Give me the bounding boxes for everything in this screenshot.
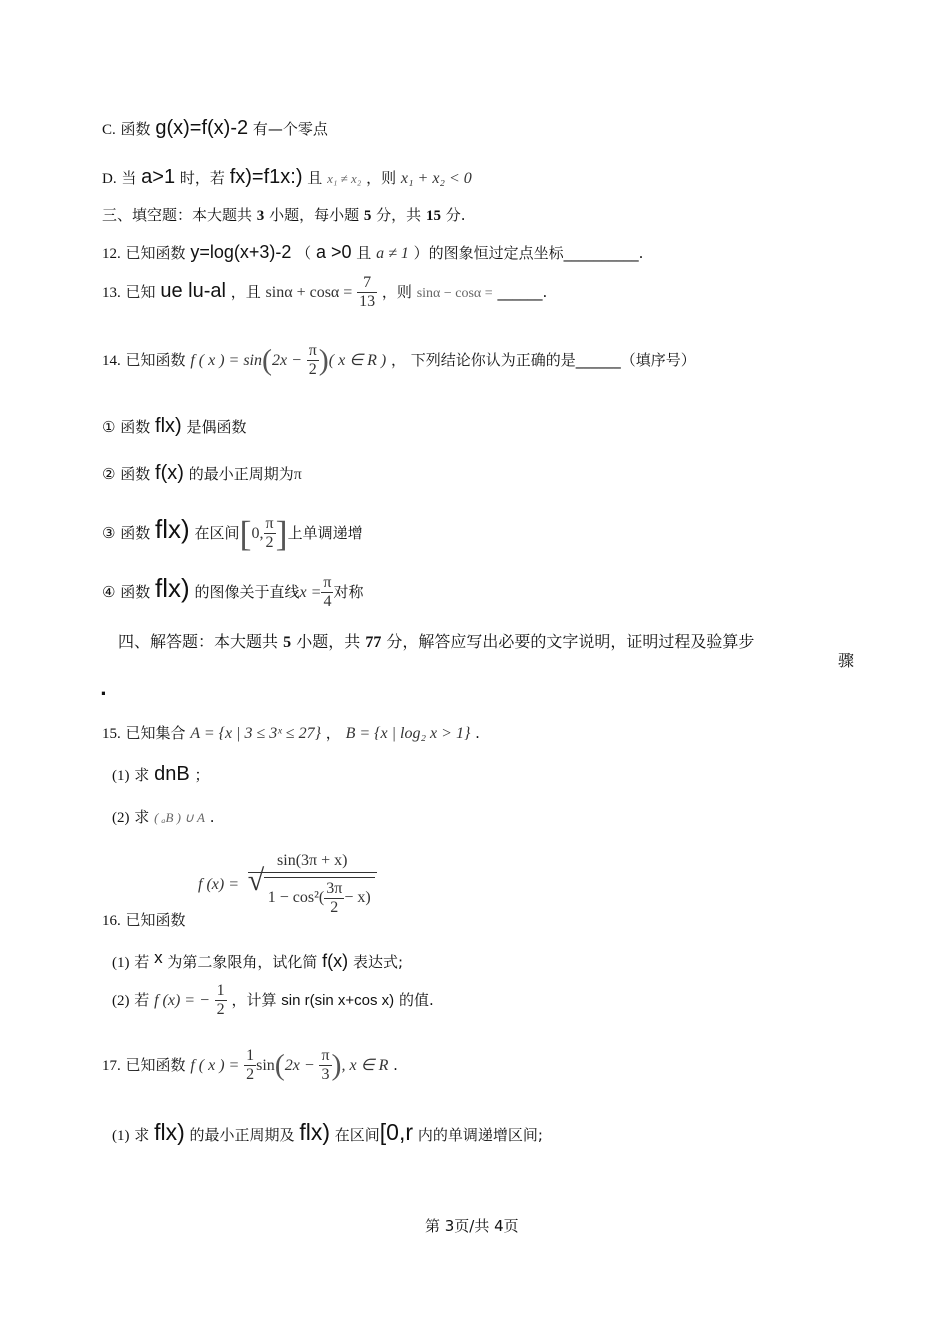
numerator: π (308, 342, 317, 359)
formula: flx) (154, 1119, 185, 1145)
text: 分，共 (376, 206, 422, 224)
option-c (102, 118, 328, 140)
number: 77 (365, 634, 382, 651)
formula: flx) (155, 573, 190, 603)
text: 函数 (120, 418, 151, 436)
text: 为第二象限角，试化简 (167, 953, 318, 971)
option-mark: ② (102, 465, 116, 483)
conclusion-3 (102, 515, 363, 552)
text: . (393, 1056, 398, 1074)
text: . (209, 808, 215, 826)
formula: a >0 (315, 242, 352, 262)
fraction (215, 982, 227, 1019)
text: 的值. (398, 991, 434, 1009)
text: 已知集合 (125, 724, 186, 742)
fraction (324, 880, 344, 917)
number: 5 (283, 634, 292, 651)
numerator: 7 (357, 274, 377, 293)
question-16-part-1 (112, 948, 403, 973)
math: sinα + cosα = (265, 284, 353, 301)
numerator: 3π (326, 880, 343, 897)
text: 小题，共 (296, 632, 361, 651)
text: 已知 (125, 283, 156, 301)
math: x = (299, 584, 322, 601)
number: 15 (425, 208, 441, 224)
numerator: 1 (246, 1047, 255, 1064)
fraction (264, 515, 276, 552)
radical (264, 877, 375, 917)
math: 2x − (284, 1057, 315, 1074)
text: 函数 (120, 524, 151, 542)
variable: x (154, 948, 163, 967)
formula: ue lu-al (160, 280, 226, 302)
bracket: ] (275, 513, 288, 554)
math: f (x) = (198, 876, 239, 893)
numerator: sin(3π + x) (248, 852, 377, 873)
question-16 (102, 910, 186, 931)
question-number: 16. (102, 913, 121, 929)
text: ； (194, 766, 210, 784)
text: 三、填空题：本大题共 (102, 206, 253, 224)
option-label: D. (102, 171, 117, 187)
question-16-part-2 (112, 982, 434, 1019)
number: 5 (363, 208, 372, 224)
option-label: C. (102, 122, 116, 138)
conclusion-1 (102, 416, 247, 437)
part-label: (2) (112, 810, 130, 826)
question-17-part-1 (112, 1119, 543, 1146)
numerator: π (323, 574, 332, 591)
formula: fx)=f1x:) (229, 166, 303, 188)
formula: y=log(x+3)-2 (190, 242, 292, 262)
set-b: B = {x | log₂ x > 1} (345, 725, 471, 742)
math: f (x) = − (154, 992, 210, 1009)
math: a ≠ 1 (376, 245, 409, 262)
math: 2x − (272, 352, 302, 369)
text: 的最小正周期为 (188, 465, 294, 483)
formula: flx) (299, 1119, 330, 1145)
text: 求 (134, 1126, 150, 1144)
question-12 (102, 242, 643, 264)
denominator: 2 (216, 1001, 225, 1018)
formula: [0,r (379, 1119, 414, 1145)
math: , x ∈ R (341, 1057, 389, 1074)
number: 3 (256, 208, 265, 224)
formula: g(x)=f(x)-2 (155, 117, 249, 139)
formula: flx) (155, 415, 182, 437)
text: ， 下列结论你认为正确的是______（填序号） (391, 351, 696, 369)
text: （ (296, 244, 312, 262)
text: 分，解答应写出必要的文字说明，证明过程及验算步 (386, 632, 755, 651)
text: 且 (307, 169, 323, 187)
text: 小题，每小题 (269, 206, 360, 224)
math: f ( x ) = (190, 1057, 240, 1074)
part-label: (1) (112, 955, 130, 971)
math: f ( x ) = sin (190, 352, 262, 369)
bracket: [ (239, 513, 252, 554)
section-heading-4-dot: . (100, 679, 107, 700)
text: 上单调递增 (287, 524, 363, 542)
paren: ( (274, 1048, 285, 1082)
page-footer: 第 3页/共 4页 (425, 1217, 519, 1235)
formula: sin r(sin x+cos x) (281, 992, 395, 1009)
denominator: 2 (308, 361, 317, 378)
question-17 (102, 1047, 398, 1084)
text: 在区间 (334, 1126, 380, 1144)
part-label: (1) (112, 768, 130, 784)
formula: f(x) (322, 951, 349, 971)
text: ）的图象恒过定点坐标__________. (413, 244, 644, 262)
text: 若 (134, 991, 150, 1009)
text: 已知函数 (125, 911, 186, 929)
question-13 (102, 274, 547, 311)
text: 函数 (120, 120, 151, 138)
text: . (475, 724, 480, 742)
text: 函数 (120, 465, 151, 483)
denominator: 2 (265, 534, 274, 551)
option-mark: ① (102, 418, 116, 436)
text: 是偶函数 (186, 418, 247, 436)
section-heading-4 (118, 632, 754, 653)
formula: dnB (154, 763, 190, 785)
fraction (319, 1047, 331, 1084)
text: ，计算 (231, 991, 277, 1009)
text: 已知函数 (125, 1056, 186, 1074)
text: 的图像关于直线 (194, 583, 300, 601)
pi-symbol: π (293, 466, 302, 483)
denominator (248, 873, 377, 917)
question-number: 17. (102, 1058, 121, 1074)
conclusion-2 (102, 463, 302, 485)
text: 分. (445, 206, 466, 224)
denominator: 4 (323, 593, 332, 610)
question-15-part-1 (112, 764, 209, 786)
fraction (321, 574, 333, 611)
formula: f(x) (155, 462, 184, 484)
math: ( ₐB ) ∪ A (154, 810, 205, 825)
radicand: 1 − cos²( (267, 889, 325, 907)
question-number: 15. (102, 726, 121, 742)
text: 已知函数 (125, 351, 186, 369)
question-number: 14. (102, 353, 121, 369)
fraction (248, 852, 377, 917)
denominator: 2 (330, 899, 339, 916)
denominator: 13 (359, 293, 376, 310)
question-number: 13. (102, 285, 121, 301)
math: ( x ∈ R ) (328, 352, 387, 369)
paren: ( (262, 343, 272, 377)
fraction (357, 274, 377, 311)
radicand: − x) (344, 889, 371, 907)
text: 对称 (333, 583, 364, 601)
question-15 (102, 723, 480, 744)
formula: a>1 (141, 166, 176, 188)
text: 内的单调递增区间; (417, 1126, 543, 1144)
text: ，则 (366, 169, 397, 187)
text: 有—个零点 (252, 120, 328, 138)
paren: ) (331, 1048, 342, 1082)
math: 0, (251, 525, 264, 542)
option-d (102, 167, 472, 189)
text: 表达式; (352, 953, 403, 971)
section-heading-4-wrap: 骤 (838, 651, 855, 670)
numerator: π (321, 1047, 330, 1064)
text: ______. (497, 283, 548, 301)
text: ， (325, 724, 341, 742)
question-15-part-2 (112, 807, 215, 828)
fraction (307, 342, 319, 379)
question-number: 12. (102, 246, 121, 262)
text: 当 (121, 169, 137, 187)
option-mark: ④ (102, 583, 116, 601)
text: 在区间 (194, 524, 240, 542)
text: 的最小正周期及 (189, 1126, 295, 1144)
numerator: π (265, 515, 274, 532)
text: 已知函数 (125, 244, 186, 262)
set-a: A = {x | 3 ≤ 3ˣ ≤ 27} (190, 725, 321, 742)
text: 函数 (120, 583, 151, 601)
numerator: 1 (216, 982, 225, 999)
formula: flx) (155, 514, 190, 544)
text: 时，若 (179, 169, 225, 187)
fraction (244, 1047, 256, 1084)
text: 求 (134, 808, 150, 826)
section-heading-3 (102, 205, 466, 226)
text: ，则 (381, 283, 412, 301)
math: x₁ ≠ x₂ (327, 171, 362, 186)
question-14 (102, 342, 696, 379)
paren: ) (318, 343, 329, 377)
question-16-formula (198, 852, 377, 917)
conclusion-4 (102, 574, 364, 611)
text: 且 (356, 244, 372, 262)
text: 四、解答题：本大题共 (118, 632, 279, 651)
part-label: (1) (112, 1128, 130, 1144)
option-mark: ③ (102, 524, 116, 542)
math: sinα − cosα = (416, 286, 493, 301)
part-label: (2) (112, 993, 130, 1009)
text: 若 (134, 953, 150, 971)
denominator: 3 (321, 1066, 330, 1083)
math: sin (256, 1057, 275, 1074)
math: x₁ + x₂ < 0 (400, 170, 472, 187)
text: 求 (134, 766, 150, 784)
text: ，且 (230, 283, 261, 301)
denominator: 2 (246, 1066, 255, 1083)
